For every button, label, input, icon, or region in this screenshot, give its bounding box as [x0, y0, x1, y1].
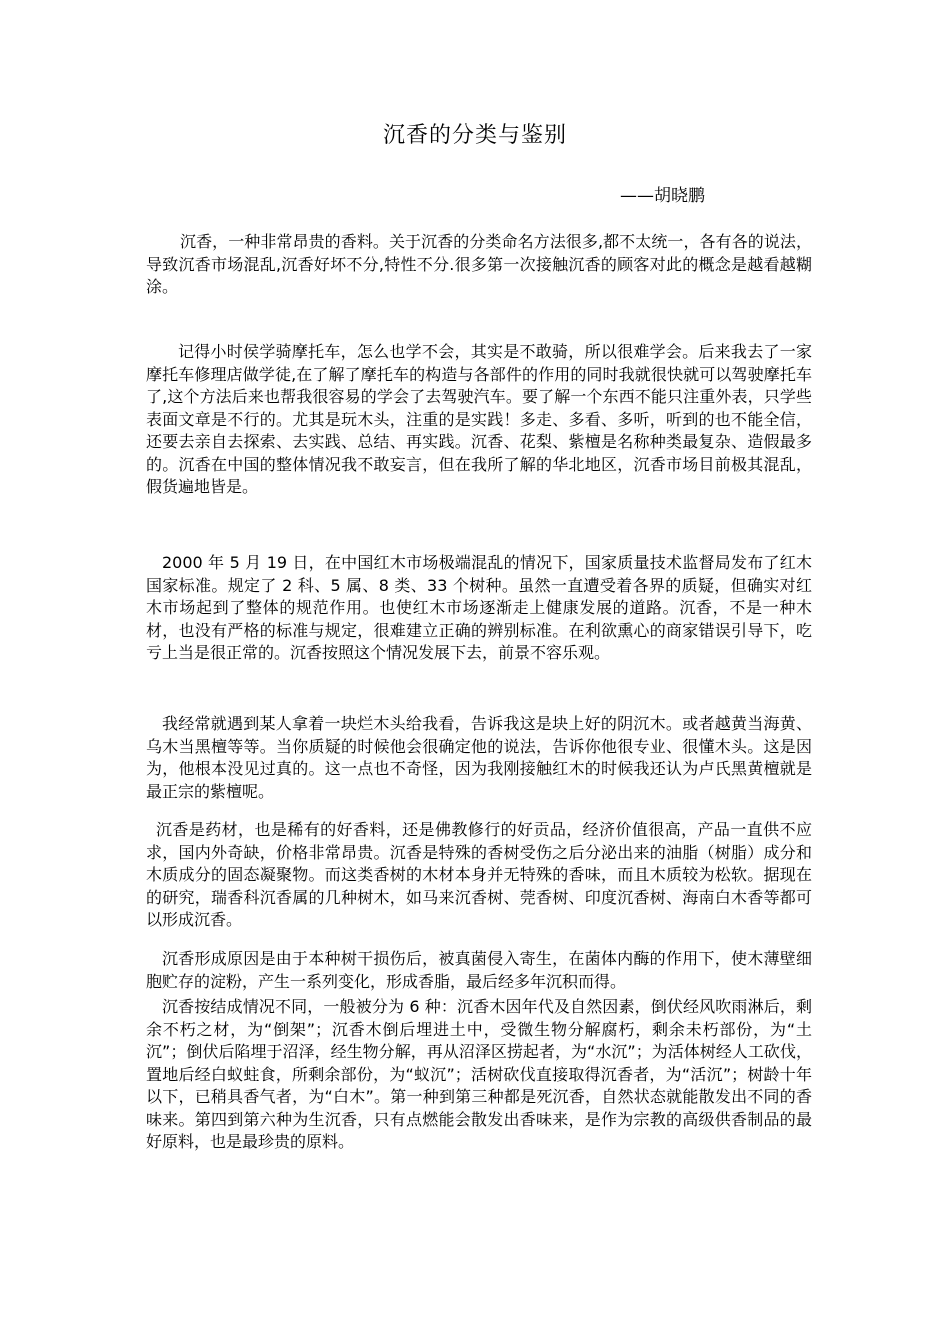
- paragraph-classification: 沉香按结成情况不同，一般被分为 6 种：沉香木因年代及自然因素，倒伏经风吹雨淋后，剩余不朽之材，为“倒架”；沉香木倒后埋进土中，受微生物分解腐朽，剩余未朽部份，为“土沉”；倒伏后陷埋于沼泽，经生物分解，再从沼泽区捞起者，为“水沉”；为活体树经人工砍伐，置地后经白蚁蛀食，所剩余部份，为“蚁沉”；活树砍伐直接取得沉香者，为“活沉”；树龄十年以下，已稍具香气者，为“白木”。第一种到第三种都是死沉香，自然状态就能散发出不同的香味来。第四到第六种为生沉香，只有点燃能会散发出香味来，是作为宗教的高级供香制品的最好原料，也是最珍贵的原料。: [146, 997, 812, 1151]
- paragraph-intro: 沉香，一种非常昂贵的香料。关于沉香的分类命名方法很多,都不太统一，各有各的说法，导致沉香市场混乱,沉香好坏不分,特性不分.很多第一次接触沉香的顾客对此的概念是越看越糊涂。: [146, 232, 812, 296]
- paragraph-medicine: 沉香是药材，也是稀有的好香料，还是佛教修行的好贡品，经济价值很高，产品一直供不应求，国内外奇缺，价格非常昂贵。沉香是特殊的香树受伤之后分泌出来的油脂（树脂）成分和木质成分的固态凝聚物。而这类香树的木材本身并无特殊的香味，而且木质较为松软。据现在的研究，瑞香科沉香属的几种树木，如马来沉香树、莞香树、印度沉香树、海南白木香等都可以形成沉香。: [146, 820, 812, 929]
- paragraph-formation: 沉香形成原因是由于本种树干损伤后，被真菌侵入寄生，在菌体内酶的作用下，使木薄壁细胞贮存的淀粉，产生一系列变化，形成香脂，最后经多年沉积而得。: [146, 949, 812, 991]
- paragraph-standard: 2000 年 5 月 19 日，在中国红木市场极端混乱的情况下，国家质量技术监督局发布了红木国家标准。规定了 2 科、5 属、8 类、33 个树种。虽然一直遭受着各界的质疑，但确实对红木市场起到了整体的规范作用。也使红木市场逐渐走上健康发展的道路。沉香，不是一种木材，也没有严格的标准与规定，很难建立正确的辨别标准。在利欲熏心的商家错误引导下，吃亏上当是很正常的。沉香按照这个情况发展下去，前景不容乐观。: [146, 553, 812, 662]
- paragraph-experience: 我经常就遇到某人拿着一块烂木头给我看，告诉我这是块上好的阴沉木。或者越黄当海黄、乌木当黑檀等等。当你质疑的时候他会很确定他的说法，告诉你他很专业、很懂木头。这是因为，他根本没见过真的。这一点也不奇怪，因为我刚接触红木的时候我还认为卢氏黑黄檀就是最正宗的紫檀呢。: [146, 714, 812, 801]
- author-byline: ——胡晓鹏: [620, 186, 705, 206]
- paragraph-motorcycle: 记得小时侯学骑摩托车，怎么也学不会，其实是不敢骑，所以很难学会。后来我去了一家摩托车修理店做学徒,在了解了摩托车的构造与各部件的作用的同时我就很快就可以驾驶摩托车了,这个方法后来也帮我很容易的学会了去驾驶汽车。要了解一个东西不能只注重外表，只学些表面文章是不行的。尤其是玩木头，注重的是实践！多走、多看、多听，听到的也不能全信，还要去亲自去探索、去实践、总结、再实践。沉香、花梨、紫檀是名称种类最复杂、造假最多的。沉香在中国的整体情况我不敢妄言，但在我所了解的华北地区，沉香市场目前极其混乱，假货遍地皆是。: [146, 342, 812, 496]
- document-title: 沉香的分类与鉴别: [382, 123, 567, 148]
